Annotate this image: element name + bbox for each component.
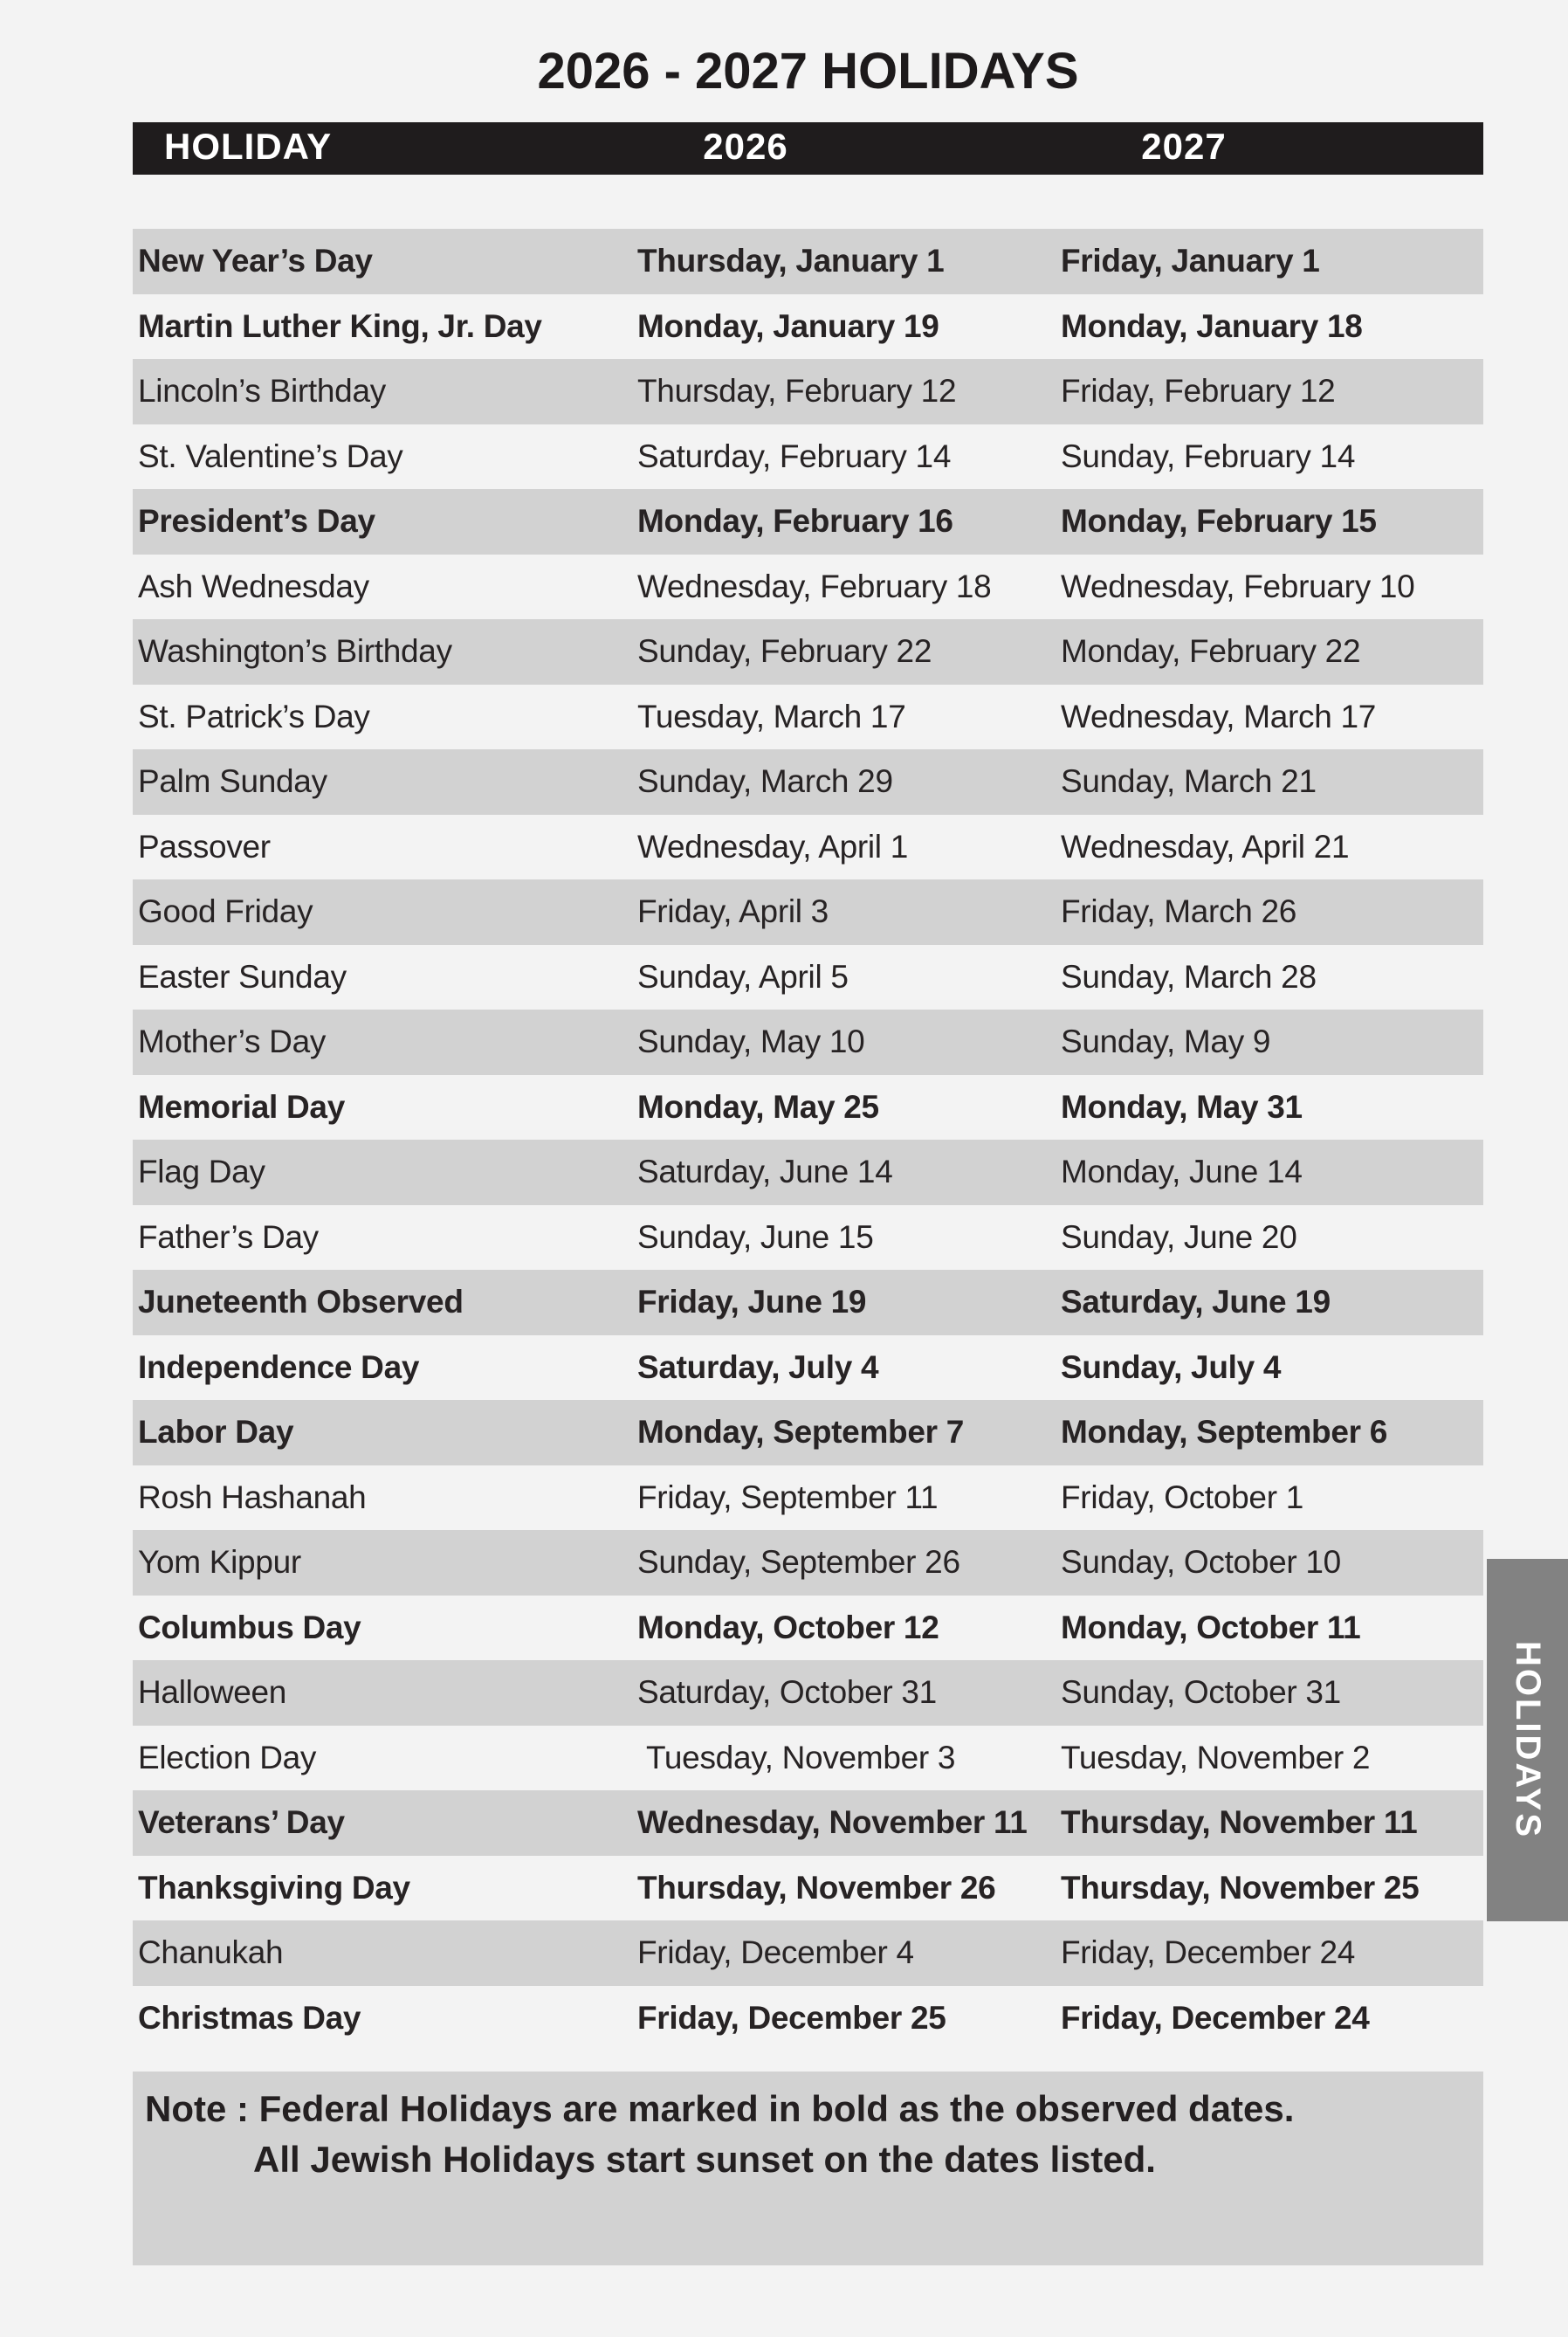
holiday-name: Veterans’ Day — [138, 1804, 345, 1841]
date-2026: Saturday, June 14 — [637, 1154, 893, 1190]
table-row — [133, 1010, 1483, 1075]
table-row — [133, 1465, 1483, 1531]
date-2026: Wednesday, November 11 — [637, 1804, 1028, 1841]
date-2027: Monday, February 22 — [1061, 633, 1361, 670]
date-2027: Friday, March 26 — [1061, 893, 1297, 930]
holiday-name: Lincoln’s Birthday — [138, 373, 386, 410]
note-line-1: Note : Federal Holidays are marked in bold as the observed dates. — [145, 2088, 1295, 2129]
table-row — [133, 815, 1483, 880]
date-2026: Monday, September 7 — [637, 1414, 964, 1451]
holiday-name: Flag Day — [138, 1154, 265, 1190]
date-2027: Friday, January 1 — [1061, 243, 1320, 279]
date-2027: Sunday, February 14 — [1061, 438, 1356, 474]
date-2027: Wednesday, April 21 — [1061, 828, 1350, 865]
date-2026: Monday, February 16 — [637, 503, 953, 540]
date-2026: Thursday, November 26 — [637, 1869, 996, 1906]
date-2027: Sunday, October 31 — [1061, 1674, 1341, 1711]
holiday-name: Passover — [138, 828, 271, 865]
date-2026: Tuesday, November 3 — [637, 1739, 956, 1775]
table-row — [133, 424, 1483, 490]
date-2027: Monday, June 14 — [1061, 1154, 1303, 1190]
table-row — [133, 685, 1483, 750]
date-2027: Sunday, March 21 — [1061, 763, 1317, 800]
holiday-name: Christmas Day — [138, 1999, 361, 2036]
table-row — [133, 945, 1483, 1010]
table-row — [133, 619, 1483, 685]
table-row — [133, 1726, 1483, 1791]
holiday-name: Halloween — [138, 1674, 287, 1711]
date-2027: Thursday, November 11 — [1061, 1804, 1418, 1841]
date-2027: Friday, December 24 — [1061, 1999, 1370, 2036]
note-block — [133, 2072, 1483, 2265]
holiday-name: Juneteenth Observed — [138, 1284, 464, 1320]
holiday-name: Ash Wednesday — [138, 568, 369, 604]
table-row — [133, 1856, 1483, 1921]
table-row — [133, 1530, 1483, 1596]
table-row — [133, 1075, 1483, 1141]
table-row — [133, 294, 1483, 360]
holiday-name: Yom Kippur — [138, 1544, 301, 1581]
date-2027: Tuesday, November 2 — [1061, 1739, 1371, 1775]
holiday-name: Columbus Day — [138, 1609, 361, 1645]
date-2027: Monday, October 11 — [1061, 1609, 1361, 1645]
date-2026: Sunday, June 15 — [637, 1218, 874, 1255]
date-2026: Sunday, March 29 — [637, 763, 893, 800]
holiday-name: Martin Luther King, Jr. Day — [138, 307, 542, 344]
date-2026: Friday, December 4 — [637, 1934, 914, 1971]
table-row — [133, 1920, 1483, 1986]
holiday-name: President’s Day — [138, 503, 375, 540]
holiday-name: Palm Sunday — [138, 763, 327, 800]
holiday-name: Independence Day — [138, 1348, 420, 1385]
holiday-name: Memorial Day — [138, 1088, 345, 1125]
date-2026: Saturday, July 4 — [637, 1348, 879, 1385]
header-holiday-label: HOLIDAY — [164, 126, 333, 168]
holiday-name: Good Friday — [138, 893, 313, 930]
date-2026: Monday, October 12 — [637, 1609, 939, 1645]
table-row — [133, 1790, 1483, 1856]
table-row — [133, 1270, 1483, 1335]
date-2027: Friday, February 12 — [1061, 373, 1336, 410]
holiday-name: St. Patrick’s Day — [138, 698, 370, 734]
holiday-name: Mother’s Day — [138, 1024, 327, 1060]
page-title: 2026 - 2027 HOLIDAYS — [537, 43, 1079, 100]
table-row — [133, 1660, 1483, 1726]
date-2027: Saturday, June 19 — [1061, 1284, 1331, 1320]
date-2026: Friday, April 3 — [637, 893, 829, 930]
date-2027: Sunday, May 9 — [1061, 1024, 1271, 1060]
date-2027: Monday, January 18 — [1061, 307, 1363, 344]
date-2026: Sunday, February 22 — [637, 633, 932, 670]
table-row — [133, 489, 1483, 555]
date-2027: Monday, September 6 — [1061, 1414, 1387, 1451]
date-2027: Monday, May 31 — [1061, 1088, 1303, 1125]
date-2027: Sunday, October 10 — [1061, 1544, 1341, 1581]
holidays-side-tab — [1487, 1559, 1568, 1921]
date-2027: Sunday, June 20 — [1061, 1218, 1297, 1255]
holiday-name: Easter Sunday — [138, 958, 347, 995]
table-row — [133, 879, 1483, 945]
date-2026: Saturday, February 14 — [637, 438, 952, 474]
date-2027: Wednesday, February 10 — [1061, 568, 1415, 604]
table-row — [133, 1596, 1483, 1661]
table-header-bar — [133, 122, 1483, 175]
date-2026: Sunday, September 26 — [637, 1544, 960, 1581]
date-2027: Monday, February 15 — [1061, 503, 1377, 540]
date-2027: Sunday, March 28 — [1061, 958, 1317, 995]
date-2026: Tuesday, March 17 — [637, 698, 906, 734]
holiday-table — [133, 229, 1483, 2051]
date-2026: Thursday, February 12 — [637, 373, 957, 410]
date-2026: Saturday, October 31 — [637, 1674, 937, 1711]
holiday-name: St. Valentine’s Day — [138, 438, 403, 474]
holiday-name: Labor Day — [138, 1414, 294, 1451]
date-2026: Friday, June 19 — [637, 1284, 867, 1320]
date-2026: Wednesday, February 18 — [637, 568, 992, 604]
date-2026: Friday, September 11 — [637, 1479, 939, 1515]
holiday-name: Rosh Hashanah — [138, 1479, 367, 1515]
table-row — [133, 749, 1483, 815]
note-line-2: All Jewish Holidays start sunset on the dates listed. — [253, 2139, 1156, 2180]
holiday-name: Election Day — [138, 1739, 317, 1775]
date-2027: Friday, October 1 — [1061, 1479, 1303, 1515]
holiday-name: New Year’s Day — [138, 243, 373, 279]
date-2027: Wednesday, March 17 — [1061, 698, 1377, 734]
table-row — [133, 1400, 1483, 1465]
table-row — [133, 229, 1483, 294]
table-row — [133, 1986, 1483, 2051]
holiday-name: Chanukah — [138, 1934, 284, 1971]
holiday-name: Thanksgiving Day — [138, 1869, 410, 1906]
date-2027: Friday, December 24 — [1061, 1934, 1356, 1971]
table-row — [133, 1335, 1483, 1401]
header-year-2026-label: 2026 — [703, 126, 788, 168]
table-row — [133, 359, 1483, 424]
date-2026: Friday, December 25 — [637, 1999, 946, 2036]
table-row — [133, 1205, 1483, 1271]
holiday-name: Washington’s Birthday — [138, 633, 452, 670]
date-2026: Monday, May 25 — [637, 1088, 879, 1125]
date-2026: Thursday, January 1 — [637, 243, 945, 279]
date-2026: Sunday, May 10 — [637, 1024, 865, 1060]
date-2026: Wednesday, April 1 — [637, 828, 908, 865]
date-2026: Monday, January 19 — [637, 307, 939, 344]
table-row — [133, 1140, 1483, 1205]
header-year-2027-label: 2027 — [1141, 126, 1227, 168]
date-2027: Sunday, July 4 — [1061, 1348, 1282, 1385]
holiday-name: Father’s Day — [138, 1218, 319, 1255]
date-2026: Sunday, April 5 — [637, 958, 849, 995]
side-tab-label: HOLIDAYS — [1509, 1640, 1548, 1840]
table-row — [133, 555, 1483, 620]
date-2027: Thursday, November 25 — [1061, 1869, 1420, 1906]
